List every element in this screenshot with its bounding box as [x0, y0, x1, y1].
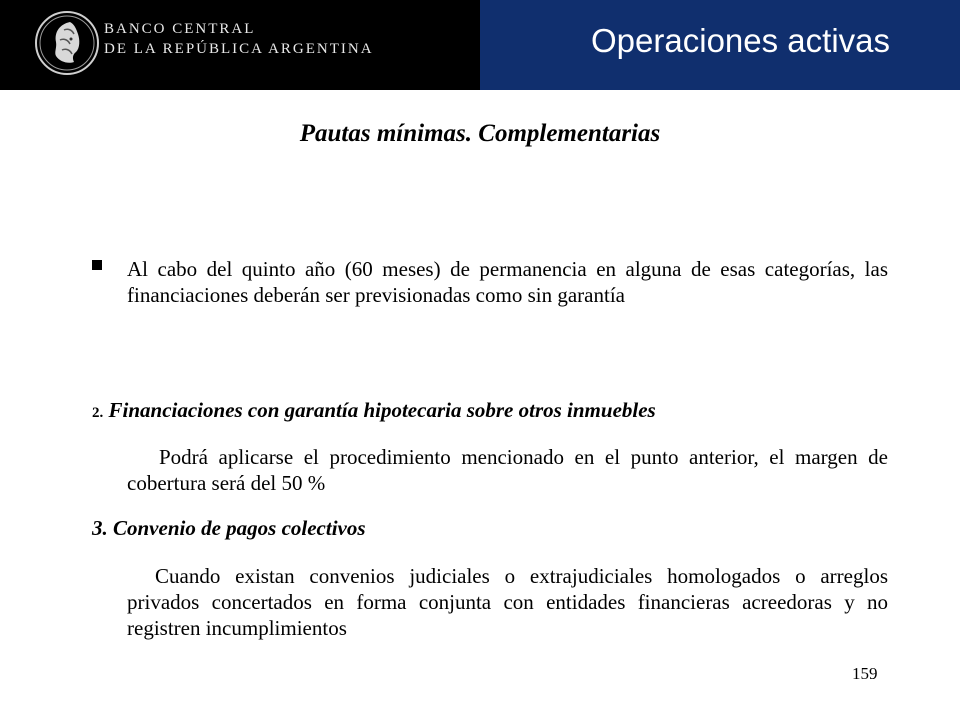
bank-name-line1: BANCO CENTRAL: [104, 21, 256, 37]
effigy-medallion-icon: [34, 10, 100, 76]
bullet-text: Al cabo del quinto año (60 meses) de permanencia en alguna de esas categorías, las financiaciones deberán ser previsionadas como sin garantía: [127, 257, 888, 307]
section3-heading: 3. Convenio de pagos colectivos: [92, 516, 366, 540]
section-title: Operaciones activas: [591, 22, 890, 59]
section3-paragraph: Cuando existan convenios judiciales o extrajudiciales homologados o arreglos privados concertados en forma conjunta con entidades financieras acreedoras y no registren incumplimientos: [127, 564, 888, 640]
header-left-panel: [0, 0, 480, 90]
bank-name-line2: DE LA REPÚBLICA ARGENTINA: [104, 41, 374, 57]
header-bar: [0, 0, 960, 90]
slide-title: Pautas mínimas. Complementarias: [299, 120, 661, 147]
page-number: 159: [852, 664, 878, 683]
section2-paragraph: Podrá aplicarse el procedimiento mencionado en el punto anterior, el margen de cobertura será del 50 %: [127, 445, 888, 495]
square-bullet-icon: [92, 260, 102, 270]
section2-number: 2.: [92, 405, 104, 421]
section2-heading-text: Financiaciones con garantía hipotecaria sobre otros inmuebles: [108, 398, 656, 422]
section2-heading: [92, 398, 656, 423]
